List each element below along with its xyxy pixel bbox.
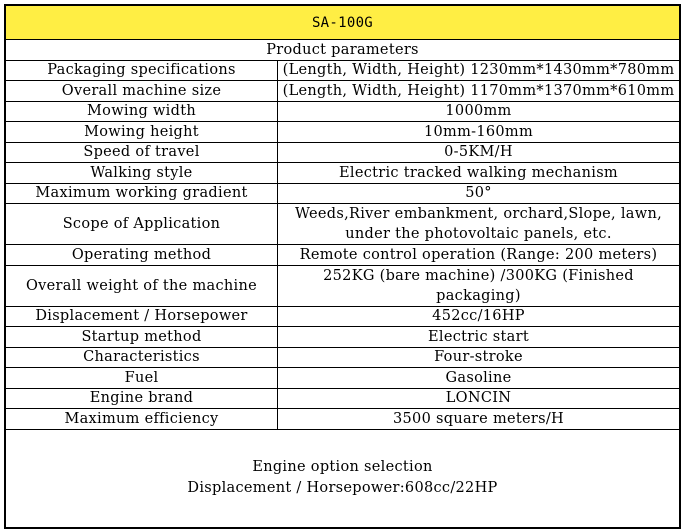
- row-label: Displacement / Horsepower: [6, 307, 278, 327]
- row-value-line: 252KG (bare machine) /300KG (Finished: [323, 267, 634, 284]
- table-row: [6, 244, 679, 265]
- row-value: (Length, Width, Height) 1230mm*1430mm*780mm: [282, 62, 675, 79]
- table-row: [6, 142, 679, 163]
- row-label: Mowing width: [6, 102, 278, 122]
- row-label: Fuel: [6, 368, 278, 388]
- row-value-line: under the photovoltaic panels, etc.: [345, 226, 612, 242]
- row-label: Characteristics: [6, 348, 278, 368]
- table-row: [6, 367, 679, 388]
- row-value: 0-5KM/H: [444, 144, 513, 161]
- table-row: [6, 388, 679, 409]
- row-value: Four-stroke: [434, 349, 523, 366]
- table-row: [6, 265, 679, 306]
- row-value: 50°: [465, 185, 492, 202]
- row-value: Remote control operation (Range: 200 meters): [299, 246, 658, 263]
- row-value: LONCIN: [445, 390, 512, 407]
- row-value: 452cc/16HP: [432, 308, 525, 325]
- section-header: Product parameters: [266, 41, 419, 58]
- row-label: Mowing height: [6, 122, 278, 142]
- row-value: 1000mm: [445, 103, 512, 120]
- row-value: 10mm-160mm: [423, 123, 534, 140]
- row-label: Overall machine size: [6, 81, 278, 101]
- row-value: [278, 204, 679, 244]
- row-value: Electric start: [428, 328, 529, 345]
- row-label: Packaging specifications: [6, 61, 278, 81]
- row-value: Electric tracked walking mechanism: [339, 164, 618, 181]
- row-label: Maximum efficiency: [6, 409, 278, 429]
- engine-option-row: [6, 429, 679, 527]
- table-row: [6, 183, 679, 204]
- model-title: SA-100G: [311, 14, 374, 31]
- row-value-line: packaging): [436, 287, 521, 304]
- row-value: 3500 square meters/H: [393, 410, 564, 427]
- row-label: Maximum working gradient: [6, 184, 278, 204]
- row-label: Walking style: [6, 163, 278, 183]
- row-label: Operating method: [6, 245, 278, 265]
- table-row: [6, 326, 679, 347]
- table-row: [6, 121, 679, 142]
- row-label: Scope of Application: [6, 204, 278, 244]
- row-label: Engine brand: [6, 389, 278, 409]
- table-row: [6, 408, 679, 429]
- row-value: Gasoline: [445, 369, 512, 386]
- engine-option-detail: Displacement / Horsepower:608cc/22HP: [187, 480, 498, 496]
- title-row: [6, 6, 679, 39]
- section-header-row: [6, 39, 679, 60]
- table-row: [6, 60, 679, 81]
- engine-option-cell: [6, 430, 679, 527]
- engine-option-heading: Engine option selection: [252, 459, 433, 475]
- row-label: Speed of travel: [6, 143, 278, 163]
- row-value: [278, 266, 679, 306]
- table-row: [6, 347, 679, 368]
- row-label: Startup method: [6, 327, 278, 347]
- table-row: [6, 80, 679, 101]
- table-row: [6, 162, 679, 183]
- row-value-line: Weeds,River embankment, orchard,Slope, lawn,: [295, 206, 662, 222]
- row-label: Overall weight of the machine: [6, 266, 278, 306]
- row-value: (Length, Width, Height) 1170mm*1370mm*610mm: [282, 82, 675, 99]
- table-row: [6, 306, 679, 327]
- spec-table: [4, 4, 681, 529]
- table-row: [6, 203, 679, 244]
- table-row: [6, 101, 679, 122]
